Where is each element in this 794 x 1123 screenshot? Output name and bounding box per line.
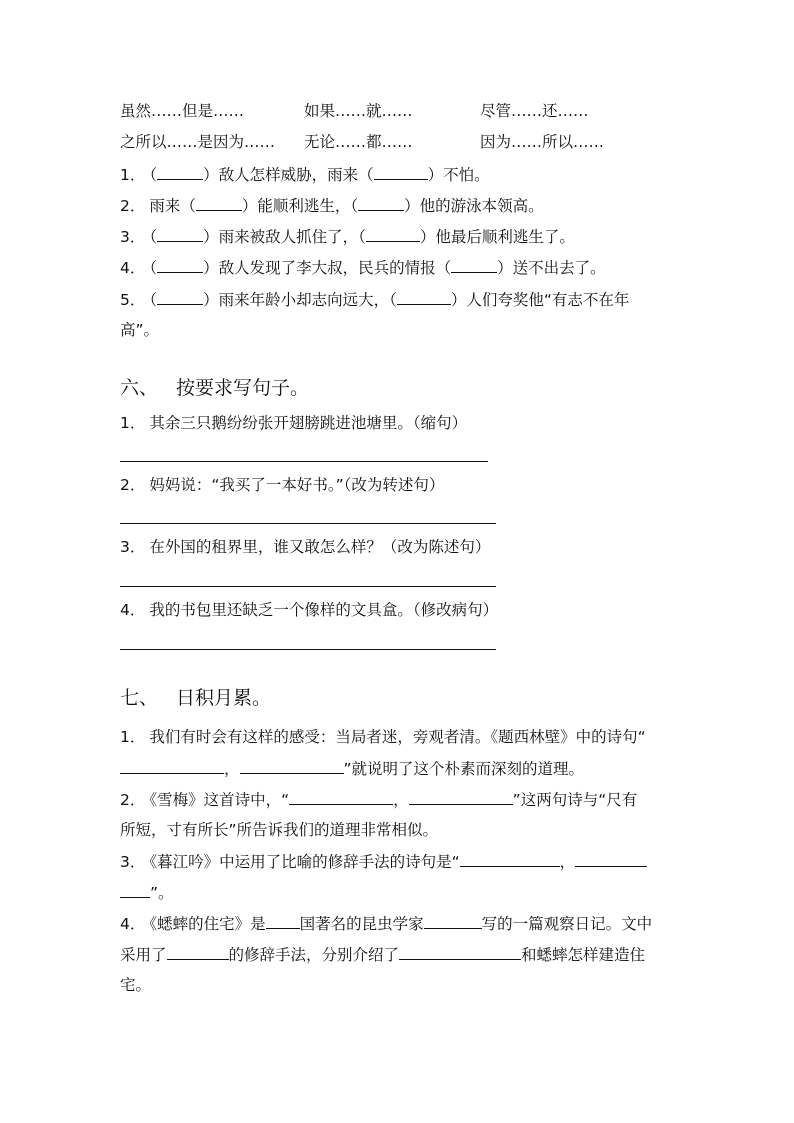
answer-blank[interactable] (366, 226, 420, 242)
rewrite-question-1: 1． 其余三只鹅纷纷张开翅膀跳进池塘里。（缩句） (120, 414, 468, 432)
answer-blank[interactable] (397, 289, 451, 305)
fill-question-2: 2． 雨来（ ）能顺利逃生，（ ）他的游泳本领高。 (120, 197, 544, 215)
connective-option: 因为……所以…… (480, 133, 605, 151)
answer-blank[interactable] (409, 789, 513, 805)
answer-blank[interactable] (157, 289, 203, 305)
answer-blank[interactable] (167, 944, 229, 960)
answer-blank[interactable] (451, 257, 497, 273)
poem-question-4-cont: 采用了 的修辞手法，分别介绍了 和蟋蟀怎样建造住 (120, 946, 646, 964)
fill-question-5: 5． （ ）雨来年龄小却志向远大，（ ）人们夸奖他“有志不在年 (120, 291, 630, 309)
poem-question-3: 3． 《暮江吟》中运用了比喻的修辞手法的诗句是“ ， (120, 851, 647, 872)
poem-question-2-cont: 所短，寸有所长”所告诉我们的道理非常相似。 (120, 821, 439, 839)
poem-question-3-cont: ”。 (120, 882, 174, 903)
poem-question-1-cont: ， ”就说明了这个朴素而深刻的道理。 (120, 758, 584, 779)
answer-blank[interactable] (358, 195, 404, 211)
connective-option: 虽然……但是…… (120, 102, 245, 120)
connective-option: 尽管……还…… (480, 102, 589, 120)
poem-question-4-end: 宅。 (120, 976, 152, 994)
answer-line[interactable] (120, 586, 496, 587)
section-6-heading: 六、 按要求写句子。 (120, 377, 310, 399)
answer-blank[interactable] (157, 164, 203, 180)
answer-blank[interactable] (196, 195, 242, 211)
answer-blank[interactable] (460, 851, 560, 867)
fill-question-5-cont: 高”。 (120, 321, 160, 339)
answer-blank[interactable] (240, 758, 344, 774)
fill-question-1: 1． （ ）敌人怎样威胁，雨来（ ）不怕。 (120, 166, 490, 184)
answer-line[interactable] (120, 461, 488, 462)
answer-blank[interactable] (575, 851, 647, 867)
answer-blank[interactable] (120, 758, 224, 774)
answer-blank[interactable] (289, 789, 393, 805)
answer-blank[interactable] (266, 913, 300, 929)
rewrite-question-2: 2． 妈妈说：“我买了一本好书。”（改为转述句） (120, 476, 445, 494)
fill-question-4: 4． （ ）敌人发现了李大叔，民兵的情报（ ）送不出去了。 (120, 259, 606, 277)
answer-blank[interactable] (374, 164, 428, 180)
rewrite-question-4: 4． 我的书包里还缺乏一个像样的文具盒。（修改病句） (120, 601, 499, 619)
connective-option: 如果……就…… (304, 102, 413, 120)
answer-blank[interactable] (424, 913, 482, 929)
answer-blank[interactable] (157, 257, 203, 273)
answer-line[interactable] (120, 523, 496, 524)
answer-blank[interactable] (157, 226, 203, 242)
fill-question-3: 3． （ ）雨来被敌人抓住了，（ ）他最后顺利逃生了。 (120, 228, 575, 246)
poem-question-2: 2． 《雪梅》这首诗中，“ ， ”这两句诗与“尺有 (120, 791, 638, 809)
answer-line[interactable] (120, 649, 496, 650)
answer-blank[interactable] (399, 944, 521, 960)
connective-option: 无论……都…… (304, 133, 413, 151)
answer-blank[interactable] (120, 882, 150, 898)
rewrite-question-3: 3． 在外国的租界里，谁又敢怎么样？（改为陈述句） (120, 538, 491, 556)
poem-question-4: 4． 《蟋蟀的住宅》是 国著名的昆虫学家 写的一篇观察日记。文中 (120, 915, 653, 933)
section-7-heading: 七、 日积月累。 (120, 687, 272, 709)
poem-question-1: 1． 我们有时会有这样的感受：当局者迷，旁观者清。《题西林壁》中的诗句“ (120, 728, 646, 746)
connective-option: 之所以……是因为…… (120, 133, 276, 151)
